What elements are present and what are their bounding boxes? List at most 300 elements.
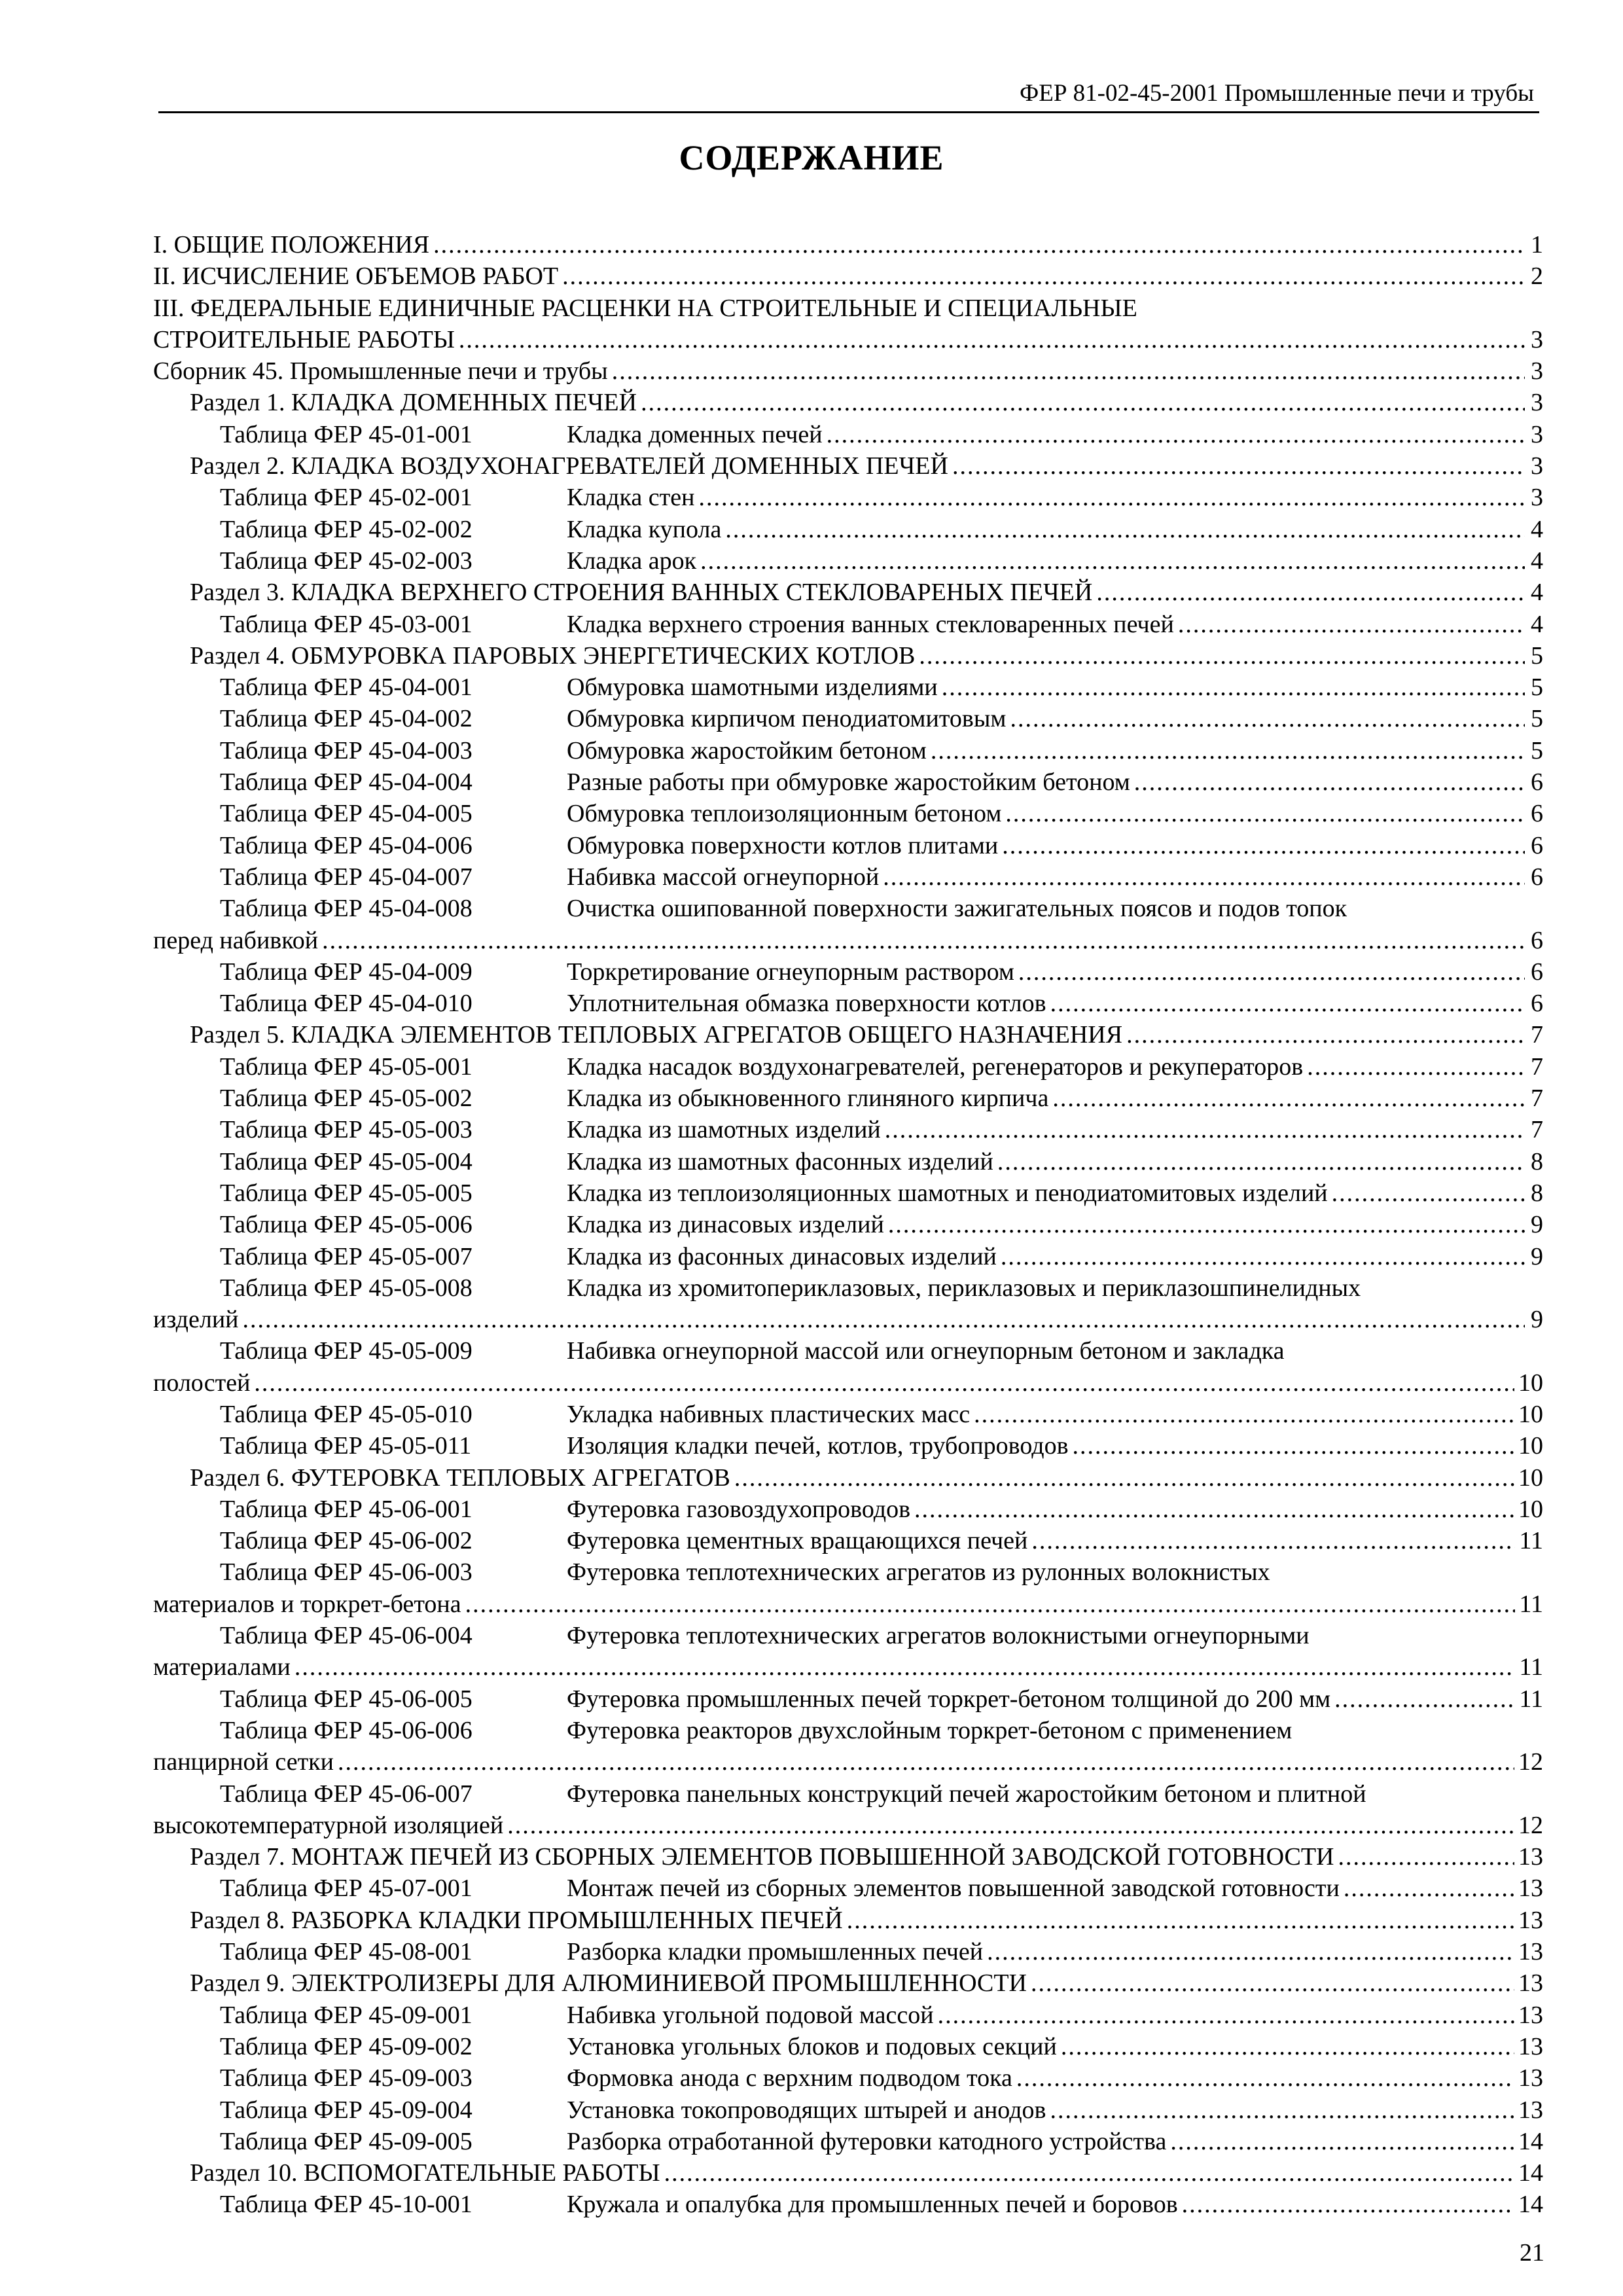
page-header <box>158 73 1539 113</box>
toc-entry-line <box>153 1810 1543 1841</box>
toc-entry-line <box>220 735 1543 766</box>
toc-leader-dots <box>1016 2062 1514 2094</box>
toc-entry-title-cont: СТРОИТЕЛЬНЫЕ РАБОТЫ <box>153 325 455 353</box>
toc-entry[interactable] <box>153 482 1543 513</box>
toc-entry-page: 13 <box>1518 2064 1543 2092</box>
toc-leader-dots <box>322 925 1525 956</box>
toc-entry-line <box>220 2062 1543 2094</box>
toc-entry-title: Торкретирование огнеупорным раствором <box>567 958 1014 986</box>
toc-entry-code: Таблица ФЕР 45-04-002 <box>220 705 473 733</box>
toc-entry[interactable] <box>153 1177 1543 1209</box>
toc-entry-title-cont: материалов и торкрет-бетона <box>153 1590 461 1618</box>
toc-entry-line <box>220 893 1543 924</box>
toc-entry[interactable] <box>153 1462 1543 1494</box>
toc-leader-dots <box>698 482 1525 513</box>
toc-entry-line <box>220 2189 1543 2220</box>
toc-entry-title: Футеровка газовоздухопроводов <box>567 1495 911 1523</box>
toc-entry-title: Кладка арок <box>567 547 697 575</box>
page-number: 21 <box>1520 2239 1544 2267</box>
toc-entry[interactable] <box>153 2031 1543 2062</box>
toc-entry-line <box>153 260 1543 292</box>
toc-entry-line <box>190 387 1543 418</box>
toc-entry-line <box>220 861 1543 893</box>
toc-entry-title: Уплотнительная обмазка поверхности котлов <box>567 990 1046 1018</box>
toc-entry[interactable] <box>153 1209 1543 1240</box>
toc-leader-dots <box>1178 609 1525 640</box>
toc-entry[interactable] <box>153 1241 1543 1272</box>
toc-entry-code: Таблица ФЕР 45-06-007 <box>220 1780 473 1808</box>
toc-entry-line <box>220 1430 1543 1462</box>
toc-entry[interactable] <box>153 893 1543 924</box>
toc-entry-title: Футеровка теплотехнических агрегатов волокнистыми огнеупорными <box>567 1622 1310 1650</box>
toc-entry[interactable] <box>153 1114 1543 1145</box>
toc-entry-title: Раздел 8. РАЗБОРКА КЛАДКИ ПРОМЫШЛЕННЫХ ПЕЧЕЙ <box>190 1906 843 1934</box>
toc-entry-page: 11 <box>1519 1653 1543 1681</box>
toc-entry-page: 7 <box>1531 1116 1543 1144</box>
toc-leader-dots <box>987 1936 1514 1967</box>
toc-entry-page: 6 <box>1531 863 1543 891</box>
toc-entry-title: Установка токопроводящих штырей и анодов <box>567 2096 1046 2124</box>
toc-entry-code: Таблица ФЕР 45-10-001 <box>220 2191 473 2219</box>
toc-entry-code: Таблица ФЕР 45-04-001 <box>220 673 473 702</box>
toc-entry-page: 13 <box>1518 1874 1543 1903</box>
toc-leader-dots <box>1182 2189 1514 2220</box>
toc-entry[interactable] <box>153 735 1543 766</box>
toc-entry-page: 1 <box>1531 231 1543 259</box>
toc-entry-title-cont: перед набивкой <box>153 926 319 954</box>
toc-entry-page: 5 <box>1531 641 1543 670</box>
toc-entry[interactable] <box>153 2189 1543 2220</box>
toc-leader-dots <box>465 1588 1516 1620</box>
toc-entry-page: 6 <box>1531 831 1543 859</box>
toc-entry[interactable] <box>153 988 1543 1019</box>
toc-entry-title: Сборник 45. Промышленные печи и трубы <box>153 357 608 386</box>
toc-entry-code: Таблица ФЕР 45-05-008 <box>220 1274 473 1302</box>
toc-entry-line <box>153 1367 1543 1399</box>
toc-entry-title-cont: панцирной сетки <box>153 1748 334 1776</box>
toc-entry-line <box>220 1778 1543 1810</box>
toc-entry-code: Таблица ФЕР 45-08-001 <box>220 1938 473 1966</box>
toc-entry-line <box>153 1304 1543 1335</box>
toc-entry-page: 11 <box>1519 1527 1543 1555</box>
toc-entry-title: Футеровка панельных конструкций печей жаростойким бетоном и плитной <box>567 1780 1366 1808</box>
toc-entry-title: Раздел 5. КЛАДКА ЭЛЕМЕНТОВ ТЕПЛОВЫХ АГРЕГАТОВ ОБЩЕГО НАЗНАЧЕНИЯ <box>190 1021 1123 1049</box>
toc-entry-code: Таблица ФЕР 45-09-001 <box>220 2001 473 2029</box>
toc-leader-dots <box>1061 2031 1514 2062</box>
toc-entry-line <box>220 1241 1543 1272</box>
toc-leader-dots <box>1126 1019 1525 1050</box>
toc-entry-title-cont: изделий <box>153 1306 239 1334</box>
toc-entry-title: Футеровка реакторов двухслойным торкрет-бетоном с применением <box>567 1716 1293 1744</box>
toc-entry-line <box>220 419 1543 450</box>
toc-entry[interactable] <box>153 2000 1543 2031</box>
toc-entry-code: Таблица ФЕР 45-06-001 <box>220 1495 473 1523</box>
toc-entry-continuation[interactable] <box>153 1367 1543 1399</box>
toc-entry[interactable] <box>153 672 1543 703</box>
toc-entry[interactable] <box>153 293 1543 324</box>
toc-entry[interactable] <box>153 2126 1543 2157</box>
toc-leader-dots <box>433 229 1525 260</box>
toc-entry-page: 6 <box>1531 990 1543 1018</box>
toc-entry-title: Раздел 7. МОНТАЖ ПЕЧЕЙ ИЗ СБОРНЫХ ЭЛЕМЕНТОВ ПОВЫШЕННОЙ ЗАВОДСКОЙ ГОТОВНОСТИ <box>190 1843 1334 1871</box>
toc-entry-title: Кладка из шамотных фасонных изделий <box>567 1147 993 1175</box>
toc-entry-page: 14 <box>1518 2191 1543 2219</box>
toc-entry[interactable] <box>153 609 1543 640</box>
toc-leader-dots <box>883 861 1525 893</box>
toc-entry-title: I. ОБЩИЕ ПОЛОЖЕНИЯ <box>153 231 430 259</box>
toc-entry-line <box>220 766 1543 798</box>
toc-entry-line <box>190 1019 1543 1050</box>
toc-entry-page: 3 <box>1531 484 1543 512</box>
toc-entry[interactable] <box>153 703 1543 734</box>
toc-entry-code: Таблица ФЕР 45-04-006 <box>220 831 473 859</box>
toc-entry-page: 6 <box>1531 768 1543 797</box>
toc-entry-continuation[interactable] <box>153 925 1543 956</box>
toc-entry-line <box>190 2157 1543 2189</box>
toc-entry[interactable] <box>153 798 1543 829</box>
header-title: ФЕР 81-02-45-2001 Промышленные печи и трубы <box>1019 80 1534 107</box>
toc-entry-title: Футеровка теплотехнических агрегатов из рулонных волокнистых <box>567 1558 1270 1587</box>
toc-entry[interactable] <box>153 1556 1543 1588</box>
toc-leader-dots <box>1050 2094 1514 2126</box>
toc-entry-title: Футеровка промышленных печей торкрет-бетоном толщиной до 200 мм <box>567 1685 1331 1713</box>
toc-entry-title: Раздел 3. КЛАДКА ВЕРХНЕГО СТРОЕНИЯ ВАННЫХ СТЕКЛОВАРЕНЫХ ПЕЧЕЙ <box>190 579 1093 607</box>
toc-entry-page: 10 <box>1518 1495 1543 1523</box>
toc-entry-page: 9 <box>1531 1306 1543 1334</box>
toc-entry-continuation[interactable] <box>153 1651 1543 1683</box>
toc-leader-dots <box>725 514 1525 545</box>
toc-entry-title: Набивка массой огнеупорной <box>567 863 880 891</box>
toc-entry-page: 6 <box>1531 958 1543 986</box>
toc-entry-page: 4 <box>1531 515 1543 543</box>
toc-entry-code: Таблица ФЕР 45-06-005 <box>220 1685 473 1713</box>
page-title: СОДЕРЖАНИЕ <box>679 138 944 177</box>
toc-entry-page: 5 <box>1531 673 1543 702</box>
toc-leader-dots <box>1018 956 1525 988</box>
toc-leader-dots <box>931 735 1525 766</box>
toc-entry-code: Таблица ФЕР 45-05-005 <box>220 1179 473 1207</box>
toc-entry-title: Кладка купола <box>567 515 722 543</box>
toc-entry-title: Кладка верхнего строения ванных стекловаренных печей <box>567 610 1174 638</box>
toc-entry[interactable] <box>153 956 1543 988</box>
toc-entry[interactable] <box>153 1905 1543 1936</box>
toc-entry-page: 13 <box>1518 2001 1543 2029</box>
toc-entry-page: 10 <box>1518 1400 1543 1428</box>
toc-entry-code: Таблица ФЕР 45-05-004 <box>220 1147 473 1175</box>
toc-entry-title-cont: высокотемпературной изоляцией <box>153 1811 504 1839</box>
toc-entry-code: Таблица ФЕР 45-05-001 <box>220 1052 473 1081</box>
toc-entry-title: Монтаж печей из сборных элементов повышенной заводской готовности <box>567 1874 1340 1903</box>
toc-entry-title: Разные работы при обмуровке жаростойким бетоном <box>567 768 1130 797</box>
toc-entry[interactable] <box>153 387 1543 418</box>
toc-entry-code: Таблица ФЕР 45-04-008 <box>220 895 473 923</box>
toc-entry[interactable] <box>153 766 1543 798</box>
toc-entry-line <box>220 609 1543 640</box>
toc-entry-line <box>220 2094 1543 2126</box>
toc-entry-page: 13 <box>1518 2096 1543 2124</box>
toc-entry-line <box>153 1746 1543 1778</box>
toc-entry-page: 3 <box>1531 452 1543 480</box>
toc-entry[interactable] <box>153 2157 1543 2189</box>
toc-entry-line <box>220 545 1543 577</box>
toc-entry-title: Кружала и опалубка для промышленных печей и боровов <box>567 2191 1178 2219</box>
toc-entry[interactable] <box>153 514 1543 545</box>
toc-entry-code: Таблица ФЕР 45-05-002 <box>220 1085 473 1113</box>
toc-leader-dots <box>507 1810 1514 1841</box>
toc-entry-line <box>190 1905 1543 1936</box>
toc-leader-dots <box>919 640 1525 672</box>
toc-entry-page: 13 <box>1518 2032 1543 2060</box>
toc-entry-code: Таблица ФЕР 45-09-002 <box>220 2032 473 2060</box>
toc-leader-dots <box>1073 1430 1514 1462</box>
toc-entry-title: Раздел 6. ФУТЕРОВКА ТЕПЛОВЫХ АГРЕГАТОВ <box>190 1463 730 1492</box>
toc-entry-line <box>153 229 1543 260</box>
toc-entry-page: 10 <box>1518 1369 1543 1397</box>
toc-entry-code: Таблица ФЕР 45-02-002 <box>220 515 473 543</box>
toc-leader-dots <box>562 260 1525 292</box>
toc-leader-dots <box>700 545 1525 577</box>
toc-entry-page: 13 <box>1518 1906 1543 1934</box>
toc-leader-dots <box>254 1367 1514 1399</box>
toc-entry-page: 3 <box>1531 357 1543 386</box>
toc-entry-title: Укладка набивных пластических масс <box>567 1400 971 1428</box>
toc-entry-title-cont: полостей <box>153 1369 251 1397</box>
toc-entry-page: 10 <box>1518 1432 1543 1460</box>
toc-leader-dots <box>664 2157 1514 2189</box>
toc-leader-dots <box>952 450 1525 482</box>
toc-entry-title: Очистка ошипованной поверхности зажигательных поясов и подов топок <box>567 895 1347 923</box>
toc-leader-dots <box>1005 798 1525 829</box>
toc-entry-title: Обмуровка жаростойким бетоном <box>567 736 927 764</box>
toc-entry-title: Кладка из теплоизоляционных шамотных и пенодиатомитовых изделий <box>567 1179 1328 1207</box>
toc-entry-title: Кладка из фасонных динасовых изделий <box>567 1242 997 1270</box>
toc-entry-title: III. ФЕДЕРАЛЬНЫЕ ЕДИНИЧНЫЕ РАСЦЕНКИ НА СТРОИТЕЛЬНЫЕ И СПЕЦИАЛЬНЫЕ <box>153 294 1137 322</box>
toc-entry-page: 4 <box>1531 547 1543 575</box>
table-of-contents <box>153 229 1543 2221</box>
toc-entry[interactable] <box>153 545 1543 577</box>
toc-entry-line <box>220 1556 1543 1588</box>
toc-entry-line <box>153 1588 1543 1620</box>
toc-entry-title: Набивка угольной подовой массой <box>567 2001 934 2029</box>
toc-entry[interactable] <box>153 1399 1543 1430</box>
toc-entry-title: Раздел 1. КЛАДКА ДОМЕННЫХ ПЕЧЕЙ <box>190 389 637 417</box>
toc-entry[interactable] <box>153 1936 1543 1967</box>
toc-entry-line <box>153 1651 1543 1683</box>
toc-entry[interactable] <box>153 419 1543 450</box>
toc-entry-code: Таблица ФЕР 45-09-004 <box>220 2096 473 2124</box>
toc-entry-page: 13 <box>1518 1843 1543 1871</box>
toc-entry[interactable] <box>153 1525 1543 1556</box>
toc-entry[interactable] <box>153 1778 1543 1810</box>
toc-leader-dots <box>914 1494 1514 1525</box>
toc-entry[interactable] <box>153 640 1543 672</box>
toc-entry-code: Таблица ФЕР 45-04-007 <box>220 863 473 891</box>
toc-entry[interactable] <box>153 1083 1543 1114</box>
toc-entry-title: Кладка из хромитопериклазовых, периклазовых и периклазошпинелидных <box>567 1274 1361 1302</box>
toc-entry-page: 7 <box>1531 1021 1543 1049</box>
toc-entry-line <box>220 956 1543 988</box>
toc-leader-dots <box>294 1651 1516 1683</box>
toc-entry-title: Раздел 9. ЭЛЕКТРОЛИЗЕРЫ ДЛЯ АЛЮМИНИЕВОЙ ПРОМЫШЛЕННОСТИ <box>190 1969 1027 1998</box>
toc-leader-dots <box>1096 577 1525 608</box>
toc-leader-dots <box>243 1304 1525 1335</box>
toc-leader-dots <box>641 387 1525 418</box>
toc-entry-line <box>190 450 1543 482</box>
toc-entry-code: Таблица ФЕР 45-06-006 <box>220 1716 473 1744</box>
toc-leader-dots <box>885 1114 1525 1145</box>
toc-entry[interactable] <box>153 1715 1543 1746</box>
toc-entry-page: 6 <box>1531 926 1543 954</box>
toc-entry-code: Таблица ФЕР 45-09-003 <box>220 2064 473 2092</box>
toc-entry-code: Таблица ФЕР 45-05-009 <box>220 1337 473 1365</box>
toc-entry-page: 3 <box>1531 420 1543 448</box>
toc-entry-line <box>153 324 1543 355</box>
toc-entry-line <box>220 514 1543 545</box>
toc-entry-line <box>220 1620 1543 1651</box>
toc-entry-line <box>220 1936 1543 1967</box>
toc-entry-page: 5 <box>1531 705 1543 733</box>
toc-leader-dots <box>1010 703 1525 734</box>
toc-entry-continuation[interactable] <box>153 1588 1543 1620</box>
toc-entry-code: Таблица ФЕР 45-05-007 <box>220 1242 473 1270</box>
toc-entry-line <box>220 2000 1543 2031</box>
toc-entry[interactable] <box>153 2094 1543 2126</box>
toc-entry-line <box>220 1715 1543 1746</box>
toc-entry-line <box>220 1051 1543 1083</box>
toc-entry[interactable] <box>153 229 1543 260</box>
toc-entry-code: Таблица ФЕР 45-05-006 <box>220 1211 473 1239</box>
toc-leader-dots <box>942 672 1525 703</box>
toc-entry-page: 2 <box>1531 262 1543 291</box>
toc-entry-code: Таблица ФЕР 45-05-010 <box>220 1400 473 1428</box>
toc-entry-title-cont: материалами <box>153 1653 291 1681</box>
toc-entry-page: 4 <box>1531 579 1543 607</box>
toc-entry-page: 13 <box>1518 1969 1543 1998</box>
toc-leader-dots <box>1002 830 1525 861</box>
toc-entry[interactable] <box>153 1272 1543 1304</box>
toc-entry-continuation[interactable] <box>153 1810 1543 1841</box>
toc-entry-page: 8 <box>1531 1147 1543 1175</box>
toc-entry-title: Обмуровка кирпичом пенодиатомитовым <box>567 705 1007 733</box>
toc-entry[interactable] <box>153 450 1543 482</box>
toc-entry-title: Разборка отработанной футеровки катодного устройства <box>567 2127 1167 2155</box>
toc-entry-page: 3 <box>1531 389 1543 417</box>
toc-entry-page: 14 <box>1518 2159 1543 2187</box>
toc-entry-title: Раздел 4. ОБМУРОВКА ПАРОВЫХ ЭНЕРГЕТИЧЕСКИХ КОТЛОВ <box>190 641 916 670</box>
toc-entry-page: 10 <box>1518 1463 1543 1492</box>
toc-entry-line <box>220 1146 1543 1177</box>
toc-entry-line <box>220 1873 1543 1904</box>
toc-entry-title: Изоляция кладки печей, котлов, трубопроводов <box>567 1432 1069 1460</box>
toc-entry-continuation[interactable] <box>153 1746 1543 1778</box>
toc-leader-dots <box>888 1209 1525 1240</box>
toc-entry[interactable] <box>153 1683 1543 1715</box>
toc-entry-line <box>220 1114 1543 1145</box>
toc-leader-dots <box>1031 1525 1515 1556</box>
toc-entry[interactable] <box>153 1873 1543 1904</box>
toc-entry[interactable] <box>153 2062 1543 2094</box>
toc-entry-line <box>220 482 1543 513</box>
toc-entry-code: Таблица ФЕР 45-06-004 <box>220 1622 473 1650</box>
toc-entry[interactable] <box>153 1620 1543 1651</box>
toc-entry-title: Обмуровка теплоизоляционным бетоном <box>567 800 1002 828</box>
toc-entry[interactable] <box>153 1494 1543 1525</box>
toc-entry-line <box>190 1841 1543 1873</box>
toc-entry-page: 8 <box>1531 1179 1543 1207</box>
toc-leader-dots <box>612 355 1525 387</box>
toc-leader-dots <box>1170 2126 1514 2157</box>
toc-entry-line <box>220 2126 1543 2157</box>
toc-entry[interactable] <box>153 355 1543 387</box>
toc-leader-dots <box>1344 1873 1514 1904</box>
toc-entry[interactable] <box>153 1146 1543 1177</box>
toc-entry-code: Таблица ФЕР 45-02-001 <box>220 484 473 512</box>
toc-leader-dots <box>1334 1683 1515 1715</box>
toc-leader-dots <box>827 419 1525 450</box>
toc-entry-continuation[interactable] <box>153 1304 1543 1335</box>
toc-entry-line <box>190 640 1543 672</box>
toc-entry-line <box>190 1462 1543 1494</box>
toc-leader-dots <box>459 324 1525 355</box>
toc-entry-code: Таблица ФЕР 45-05-011 <box>220 1432 472 1460</box>
toc-entry-title: Раздел 2. КЛАДКА ВОЗДУХОНАГРЕВАТЕЛЕЙ ДОМЕННЫХ ПЕЧЕЙ <box>190 452 948 480</box>
toc-entry-code: Таблица ФЕР 45-09-005 <box>220 2127 473 2155</box>
toc-entry-page: 9 <box>1531 1211 1543 1239</box>
toc-entry-title: Кладка стен <box>567 484 695 512</box>
toc-entry-continuation[interactable] <box>153 324 1543 355</box>
toc-entry-title: Набивка огнеупорной массой или огнеупорным бетоном и закладка <box>567 1337 1285 1365</box>
toc-entry-title: Кладка доменных печей <box>567 420 823 448</box>
toc-entry[interactable] <box>153 1841 1543 1873</box>
toc-entry[interactable] <box>153 1019 1543 1050</box>
toc-entry-page: 9 <box>1531 1242 1543 1270</box>
toc-entry-page: 4 <box>1531 610 1543 638</box>
toc-entry-code: Таблица ФЕР 45-04-005 <box>220 800 473 828</box>
toc-leader-dots <box>1001 1241 1525 1272</box>
toc-entry[interactable] <box>153 1967 1543 1999</box>
toc-entry[interactable] <box>153 861 1543 893</box>
toc-entry[interactable] <box>153 830 1543 861</box>
toc-leader-dots <box>338 1746 1514 1778</box>
toc-entry-code: Таблица ФЕР 45-04-003 <box>220 736 473 764</box>
toc-entry-page: 7 <box>1531 1085 1543 1113</box>
toc-entry-code: Таблица ФЕР 45-03-001 <box>220 610 473 638</box>
toc-entry[interactable] <box>153 1430 1543 1462</box>
toc-leader-dots <box>1307 1051 1525 1083</box>
toc-entry[interactable] <box>153 260 1543 292</box>
toc-entry[interactable] <box>153 1335 1543 1367</box>
toc-leader-dots <box>997 1146 1525 1177</box>
toc-entry-line <box>153 925 1543 956</box>
toc-entry-code: Таблица ФЕР 45-04-010 <box>220 990 473 1018</box>
toc-entry[interactable] <box>153 577 1543 608</box>
toc-entry-title: Обмуровка поверхности котлов плитами <box>567 831 999 859</box>
toc-leader-dots <box>1134 766 1525 798</box>
toc-entry-page: 13 <box>1518 1938 1543 1966</box>
toc-entry-line <box>220 1335 1543 1367</box>
toc-leader-dots <box>1332 1177 1525 1209</box>
toc-leader-dots <box>938 2000 1514 2031</box>
toc-entry-code: Таблица ФЕР 45-04-004 <box>220 768 473 797</box>
toc-entry-code: Таблица ФЕР 45-06-003 <box>220 1558 473 1587</box>
toc-entry-title: Установка угольных блоков и подовых секций <box>567 2032 1057 2060</box>
toc-entry-line <box>220 703 1543 734</box>
toc-entry[interactable] <box>153 1051 1543 1083</box>
toc-entry-title: Кладка насадок воздухонагревателей, регенераторов и рекуператоров <box>567 1052 1304 1081</box>
toc-entry-title: II. ИСЧИСЛЕНИЕ ОБЪЕМОВ РАБОТ <box>153 262 559 291</box>
toc-entry-page: 12 <box>1518 1748 1543 1776</box>
toc-entry-line <box>220 672 1543 703</box>
